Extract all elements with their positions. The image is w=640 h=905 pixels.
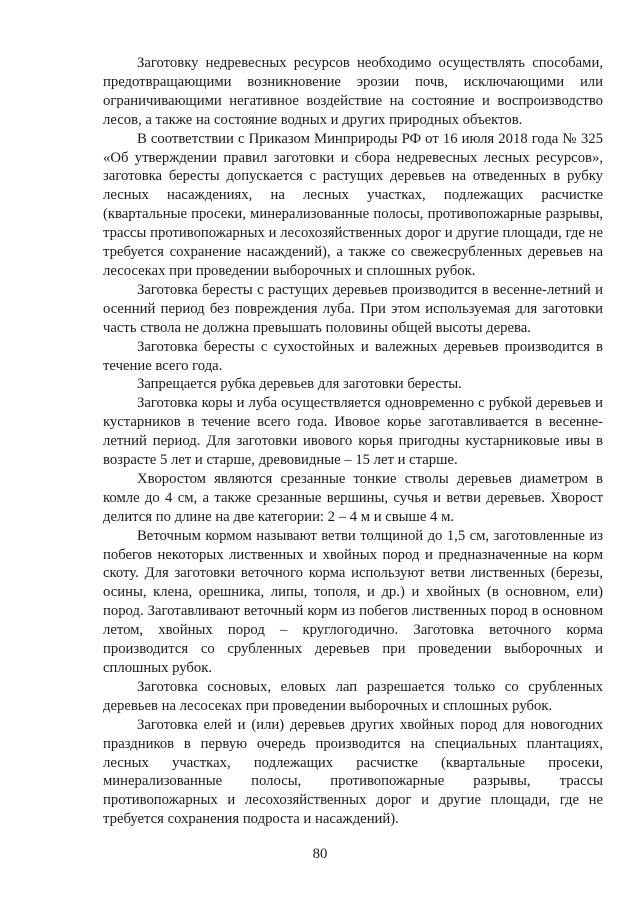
paragraph: В соответствии с Приказом Минприроды РФ от 16 июля 2018 года № 325 «Об утверждении правил заготовки и сбора недревесных лесных ресурсов», заготовка бересты допускается с растущих деревьев на отведенных в рубку лесных насаждениях, на лесных участках, подлежащих расчистке (квартальные просеки, минерализованные полосы, противопожарные разрывы, трассы противопожарных и лесохозяйственных дорог и другие площади, где не требуется сохранение насаждений), а также со свежесрубленных деревьев на лесосеках при проведении выборочных и сплошных рубок.	[103, 130, 603, 279]
page-number: 80	[312, 846, 328, 862]
paragraph: Заготовка елей и (или) деревьев других хвойных пород для новогодних праздников в первую очередь производится на специальных плантациях, лесных участках, подлежащих расчистке (квартальные просеки, минерализованные полосы, противопожарные разрывы, трассы противопожарных и лесохозяйственных дорог и другие площади, где не требуется сохранения подроста и насаждений).	[103, 716, 603, 828]
paragraph: Заготовку недревесных ресурсов необходимо осуществлять способами, предотвращающими возникновение эрозии почв, исключающими или ограничивающими негативное воздействие на состояние и воспроизводство лесов, а также на состояние водных и других природных объектов.	[103, 55, 603, 128]
paragraph: Заготовка коры и луба осуществляется одновременно с рубкой деревьев и кустарников в течение всего года. Ивовое корье заготавливается в весенне-летний период. Для заготовки ивового корья пригодны кустарниковые ивы в возрасте 5 лет и старше, древовидные – 15 лет и старше.	[103, 395, 603, 469]
paragraph: Запрещается рубка деревьев для заготовки бересты.	[137, 376, 462, 393]
paragraph: Заготовка бересты с сухостойных и валежных деревьев производится в течение всего года.	[103, 338, 603, 374]
paragraph: Заготовка сосновых, еловых лап разрешается только со срубленных деревьев на лесосеках при проведении выборочных и сплошных рубок.	[103, 678, 603, 714]
paragraph: Заготовка бересты с растущих деревьев производится в весенне-летний и осенний период без повреждения луба. При этом используемая для заготовки часть ствола не должна превышать половины общей высоты дерева.	[103, 281, 603, 336]
paragraph: Хворостом являются срезанные тонкие стволы деревьев диаметром в комле до 4 см, а также срезанные вершины, сучья и ветви деревьев. Хворост делится по длине на две категории: 2 – 4 м и свыше 4 м.	[103, 470, 603, 525]
body-text	[103, 54, 603, 829]
paragraph: Веточным кормом называют ветви толщиной до 1,5 см, заготовленные из побегов некоторых лиственных и хвойных пород и предназначенные на корм скоту. Для заготовки веточного корма используют ветви лиственных (березы, осины, клена, орешника, липы, тополя, и др.) и хвойных (в основном, ели) пород. Заготавливают веточный корм из побегов лиственных пород в основном летом, хвойных пород – круглогодично. Заготовка веточного корма производится со срубленных деревьев при проведении выборочных и сплошных рубок.	[103, 527, 603, 676]
